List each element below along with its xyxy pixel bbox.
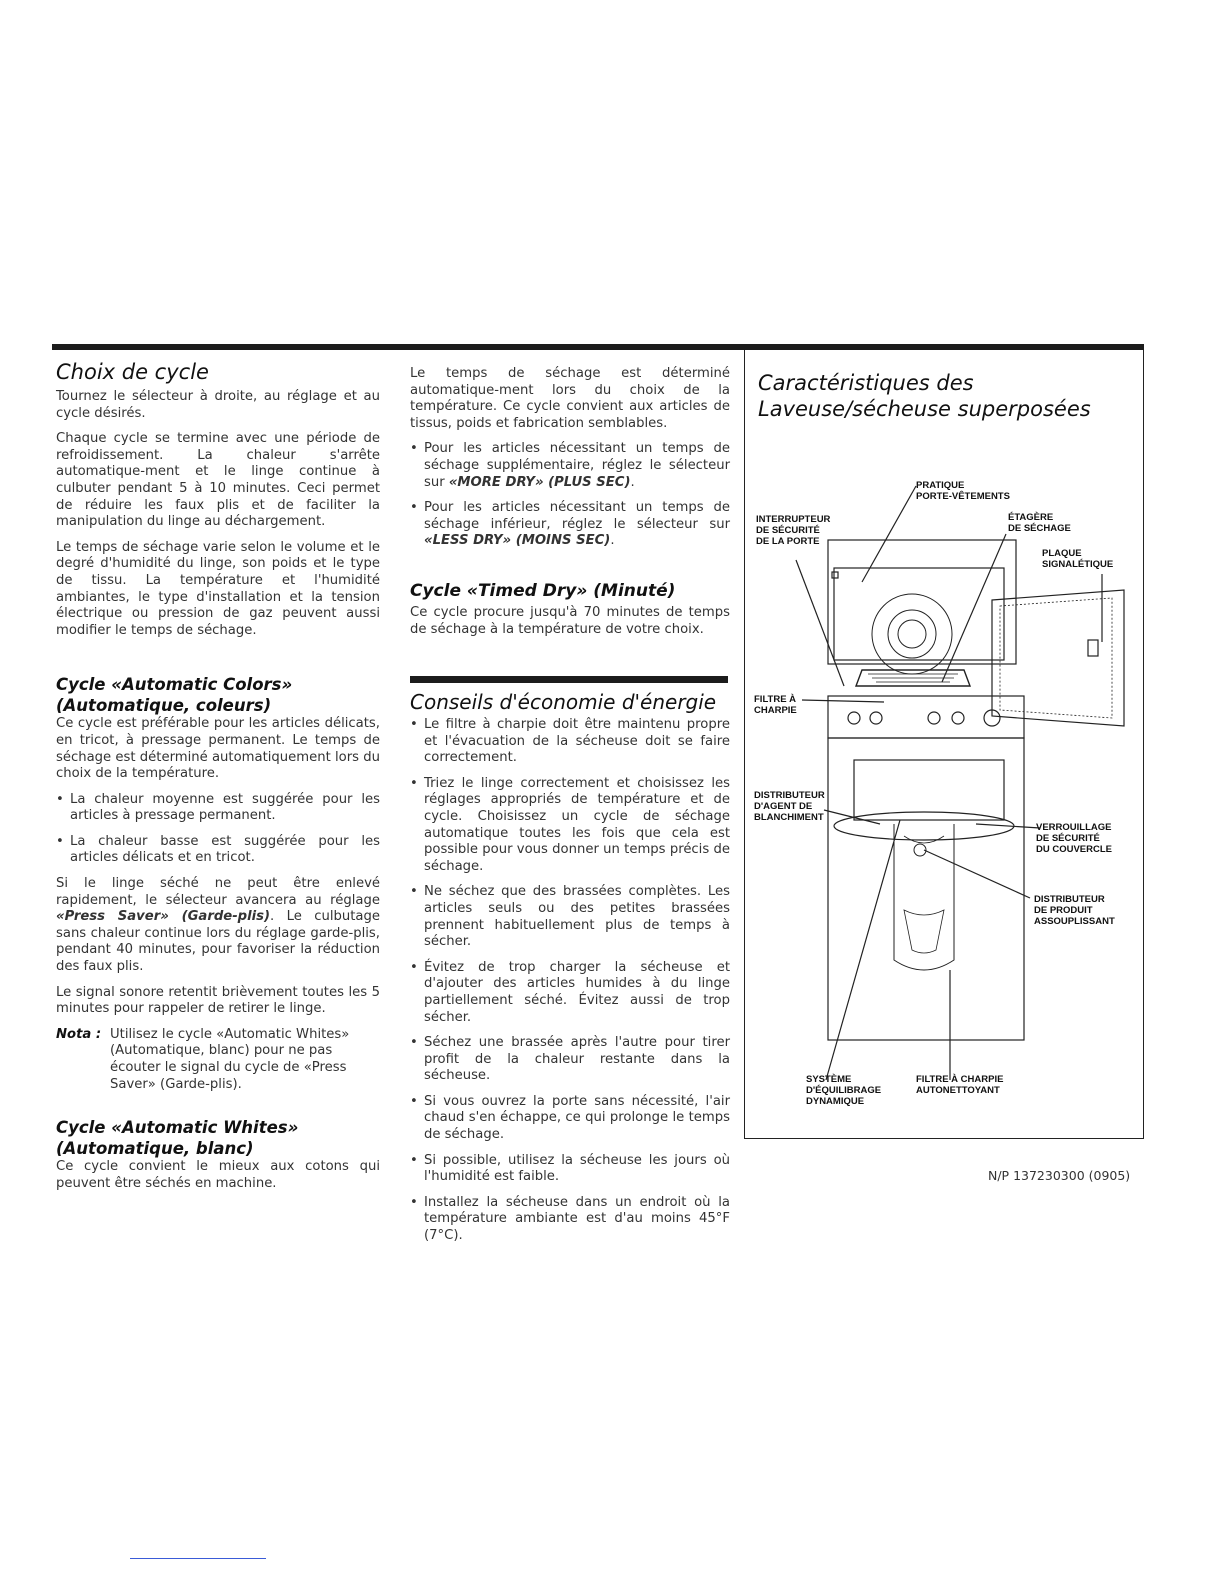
washer-tub	[834, 812, 1014, 840]
left-column	[56, 360, 380, 1201]
part-number: N/P 137230300 (0905)	[988, 1168, 1131, 1183]
tip-2: • Triez le linge correctement et choisissez les réglages appropriés de température et de cycle. Choisissez un cycle de séchage automatique toutes les fois que cela est possible pour vous donner un temps précis de séchage.	[410, 776, 730, 876]
colors-p3: Le signal sonore retentit brièvement toutes les 5 minutes pour rappeler de retirer le linge.	[56, 984, 380, 1017]
less-dry-b: .	[610, 533, 615, 549]
colors-bullet-1: • La chaleur moyenne est suggérée pour les articles à pressage permanent.	[56, 792, 380, 825]
washer-cabinet	[828, 738, 1024, 1040]
conseils-column	[410, 690, 730, 1254]
less-dry-emph: «LESS DRY» (MOINS SEC)	[424, 533, 611, 549]
choix-p2: Chaque cycle se termine avec une période de refroidissement. La chaleur s'arrête automatique-ment et le linge continue à culbuter pendant 5 à 10 minutes. Ceci permet de réduire les faux plis et de faciliter la manipulation du linge au déchargement.	[56, 431, 380, 530]
colors-title-line1: Cycle «Automatic Colors»	[56, 675, 293, 695]
whites-title	[56, 1117, 380, 1159]
conseils-title: Conseils d'économie d'énergie	[410, 690, 717, 714]
tip-8: • Installez la sécheuse dans un endroit où la température ambiante est d'au moins 45°F (7°C).	[410, 1195, 730, 1245]
colors-p1: Ce cycle est préférable pour les articles délicats, en tricot, à pressage permanent. Le temps de séchage est déterminé automatiquement lors du choix de la température.	[56, 716, 380, 782]
energy-tips	[410, 717, 730, 1245]
colors-bullet-2: • La chaleur basse est suggérée pour les articles délicats et en tricot.	[56, 834, 380, 867]
timed-title: Cycle «Timed Dry» (Minuté)	[410, 580, 676, 601]
label-distributeur-produit: DISTRIBUTEUR DE PRODUIT ASSOUPLISSANT	[1034, 894, 1115, 927]
tip-6: • Si vous ouvrez la porte sans nécessité, l'air chaud s'en échappe, ce qui prolonge le temps de séchage.	[410, 1094, 730, 1144]
nota-label: Nota :	[56, 1026, 102, 1042]
label-verrouillage: VERROUILLAGE DE SÉCURITÉ DU COUVERCLE	[1036, 822, 1113, 855]
label-filtre: FILTRE À CHARPIE	[754, 694, 797, 716]
dryer-door	[992, 590, 1124, 726]
label-pratique: PRATIQUE PORTE-VÊTEMENTS	[916, 480, 1010, 502]
control-panel	[828, 696, 1024, 738]
more-dry-bullet	[410, 441, 730, 491]
label-distributeur-agent: DISTRIBUTEUR D'AGENT DE BLANCHIMENT	[754, 790, 825, 823]
whites-title-line1: Cycle «Automatic Whites»	[56, 1118, 299, 1138]
features-title-line2: Laveuse/sécheuse superposées	[758, 397, 1091, 421]
dry-bullets	[410, 441, 730, 550]
bottom-link-line	[130, 1558, 266, 1559]
timed-p: Ce cycle procure jusqu'à 70 minutes de temps de séchage à la température de votre choix.	[410, 604, 730, 637]
colors-title-line2: (Automatique, coleurs)	[56, 696, 272, 716]
nota	[56, 1027, 380, 1093]
more-dry-b: .	[630, 474, 635, 490]
dryer-drum	[872, 594, 952, 674]
label-etagere: ÉTAGÈRE DE SÉCHAGE	[1008, 512, 1071, 534]
washer-dryer-diagram	[744, 350, 1144, 1140]
less-dry-a: Pour les articles nécessitant un temps de séchage inférieur, réglez le sélecteur sur	[424, 500, 730, 532]
nota-text: Utilisez le cycle «Automatic Whites» (Automatique, blanc) pour ne pas écouter le signal du cycle de «Press Saver» (Garde-plis).	[110, 1026, 350, 1092]
label-plaque: PLAQUE SIGNALÉTIQUE	[1042, 548, 1114, 570]
colors-p2-b: . Le culbutage sans chaleur continue lors du réglage garde-plis, pendant 40 minutes, pour favoriser la réduction des faux plis.	[56, 909, 380, 975]
tip-1: • Le filtre à charpie doit être maintenu propre et l'évacuation de la sécheuse doit se faire correctement.	[410, 717, 730, 767]
rating-plate	[1088, 640, 1098, 656]
tip-3: • Ne séchez que des brassées complètes. Les articles seuls ou des petites brassées prennent habituellement plus de temps à sécher.	[410, 884, 730, 950]
colors-p2	[56, 876, 380, 976]
whites-p1: Ce cycle convient le mieux aux cotons qui peuvent être séchés en machine.	[56, 1159, 380, 1191]
dryer-cabinet	[828, 540, 1016, 664]
label-systeme: SYSTÈME D'ÉQUILIBRAGE DYNAMIQUE	[806, 1074, 882, 1107]
choix-title: Choix de cycle	[56, 360, 209, 384]
colors-title	[56, 674, 380, 716]
colors-p2-a: Si le linge séché ne peut être enlevé rapidement, le sélecteur avancera au réglage	[56, 876, 380, 908]
features-title-line1: Caractéristiques des	[758, 371, 974, 395]
label-interrupteur: INTERRUPTEUR DE SÉCURITÉ DE LA PORTE	[756, 514, 831, 547]
tip-7: • Si possible, utilisez la sécheuse les jours où l'humidité est faible.	[410, 1153, 730, 1186]
choix-p1: Tournez le sélecteur à droite, au réglage et au cycle désirés.	[56, 389, 380, 421]
more-dry-emph: «MORE DRY» (PLUS SEC)	[448, 474, 631, 490]
more-dry-a: Pour les articles nécessitant un temps de séchage supplémentaire, réglez le sélecteur sur	[424, 441, 730, 490]
middle-column	[410, 366, 730, 647]
tip-4: • Évitez de trop charger la sécheuse et d'ajouter des articles humides à du linge partiellement séché. Évitez aussi de trop sécher.	[410, 960, 730, 1026]
tip-5: • Séchez une brassée après l'autre pour tirer profit de la chaleur restante dans la sécheuse.	[410, 1035, 730, 1085]
press-saver-emph: «Press Saver» (Garde-plis)	[56, 909, 271, 925]
label-filtre-auto: FILTRE À CHARPIE AUTONETTOYANT	[916, 1074, 1004, 1096]
less-dry-bullet	[410, 500, 730, 550]
conseils-rule	[410, 676, 728, 683]
colors-bullets	[56, 792, 380, 867]
mid-p1: Le temps de séchage est déterminé automatique-ment lors du choix de la température. Ce cycle convient aux articles de tissus, poids et fabrication semblables.	[410, 366, 730, 431]
choix-p3: Le temps de séchage varie selon le volume et le degré d'humidité du linge, son poids et le type de tissu. La température et l'humidité ambiantes, le type d'installation et la tension électrique ou pression de gaz peuvent aussi modifier le temps de séchage.	[56, 539, 380, 638]
whites-title-line2: (Automatique, blanc)	[56, 1139, 254, 1159]
